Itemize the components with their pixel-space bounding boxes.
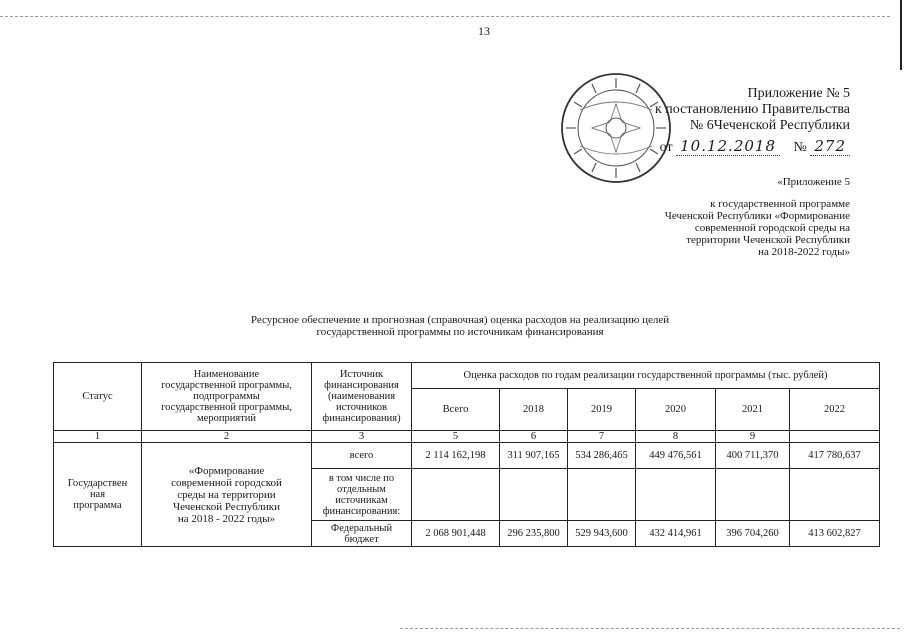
scan-edge-right (900, 0, 902, 70)
col-number (790, 431, 880, 443)
source-total: всего (312, 443, 412, 469)
empty-cell (500, 469, 568, 521)
table-row-total (54, 443, 880, 469)
col-number: 7 (568, 431, 636, 443)
document-title-line-1: Ресурсное обеспечение и прогнозная (справочная) оценка расходов на реализацию целей (250, 314, 670, 326)
column-numbers-row (54, 431, 880, 443)
header-estimate: Оценка расходов по годам реализации государственной программы (тыс. рублей) (412, 363, 880, 389)
appendix-number-prefix: № 6 (689, 118, 714, 133)
col-number: 9 (716, 431, 790, 443)
source-including: в том числе по отдельным источникам финансирования: (312, 469, 412, 521)
empty-cell (568, 469, 636, 521)
program-name-cell: «Формирование современной городской среды на территории Чеченской Республики на 2018 - 2022 годы» (142, 443, 312, 547)
header-source: Источник финансирования (наименования источников финансирования) (312, 363, 412, 431)
value-total-all: 2 114 162,198 (412, 443, 500, 469)
value-federal-2018: 296 235,800 (500, 521, 568, 547)
source-federal: Федеральный бюджет (312, 521, 412, 547)
scan-edge-bottom (400, 628, 900, 629)
header-2022: 2022 (790, 389, 880, 431)
appendix-line-1: Приложение № 5 (747, 86, 850, 101)
appendix-block (560, 86, 850, 156)
col-number: 5 (412, 431, 500, 443)
status-cell: Государствен ная программа (54, 443, 142, 547)
budget-table (53, 362, 880, 547)
empty-cell (412, 469, 500, 521)
handwritten-date: 10.12.2018 (676, 137, 780, 156)
value-federal-2022: 413 602,827 (790, 521, 880, 547)
appendix-line-3 (560, 118, 850, 134)
value-total-2021: 400 711,370 (716, 443, 790, 469)
value-total-2022: 417 780,637 (790, 443, 880, 469)
appendix-number-label: № (793, 140, 807, 155)
col-number: 8 (636, 431, 716, 443)
value-federal-all: 2 068 901,448 (412, 521, 500, 547)
value-federal-2019: 529 943,600 (568, 521, 636, 547)
scan-edge-top (0, 16, 890, 17)
document-title-line-2: государственной программы по источникам финансирования (316, 326, 604, 338)
col-number: 3 (312, 431, 412, 443)
page-number: 13 (478, 24, 490, 38)
header-2021: 2021 (716, 389, 790, 431)
sub-appendix-line-1: «Приложение 5 (777, 176, 850, 188)
value-federal-2020: 432 414,961 (636, 521, 716, 547)
col-number: 1 (54, 431, 142, 443)
header-row-1 (54, 363, 880, 389)
header-2020: 2020 (636, 389, 716, 431)
empty-cell (716, 469, 790, 521)
header-total: Всего (412, 389, 500, 431)
header-2018: 2018 (500, 389, 568, 431)
sub-appendix-line-5: территории Чеченской Республики (686, 234, 850, 246)
empty-cell (636, 469, 716, 521)
col-number: 6 (500, 431, 568, 443)
sub-appendix-line-4: современной городской среды на (694, 222, 850, 234)
document-title (150, 314, 770, 338)
header-name: Наименование государственной программы, подпрограммы государственной программы, мероприятий (142, 363, 312, 431)
appendix-line-4 (560, 138, 850, 156)
sub-appendix-line-2: к государственной программе (710, 198, 850, 210)
value-total-2019: 534 286,465 (568, 443, 636, 469)
appendix-line-3-text: Чеченской Республики (713, 118, 850, 133)
value-federal-2021: 396 704,260 (716, 521, 790, 547)
sub-appendix-line-3: Чеченской Республики «Формирование (664, 210, 850, 222)
empty-cell (790, 469, 880, 521)
header-status: Статус (54, 363, 142, 431)
value-total-2020: 449 476,561 (636, 443, 716, 469)
handwritten-number: 272 (810, 137, 850, 156)
col-number: 2 (142, 431, 312, 443)
sub-appendix-block (600, 176, 850, 258)
value-total-2018: 311 907,165 (500, 443, 568, 469)
header-2019: 2019 (568, 389, 636, 431)
appendix-date-prefix: от (659, 140, 673, 155)
appendix-line-2: к постановлению Правительства (654, 102, 850, 117)
sub-appendix-line-6: на 2018-2022 годы» (758, 246, 850, 258)
